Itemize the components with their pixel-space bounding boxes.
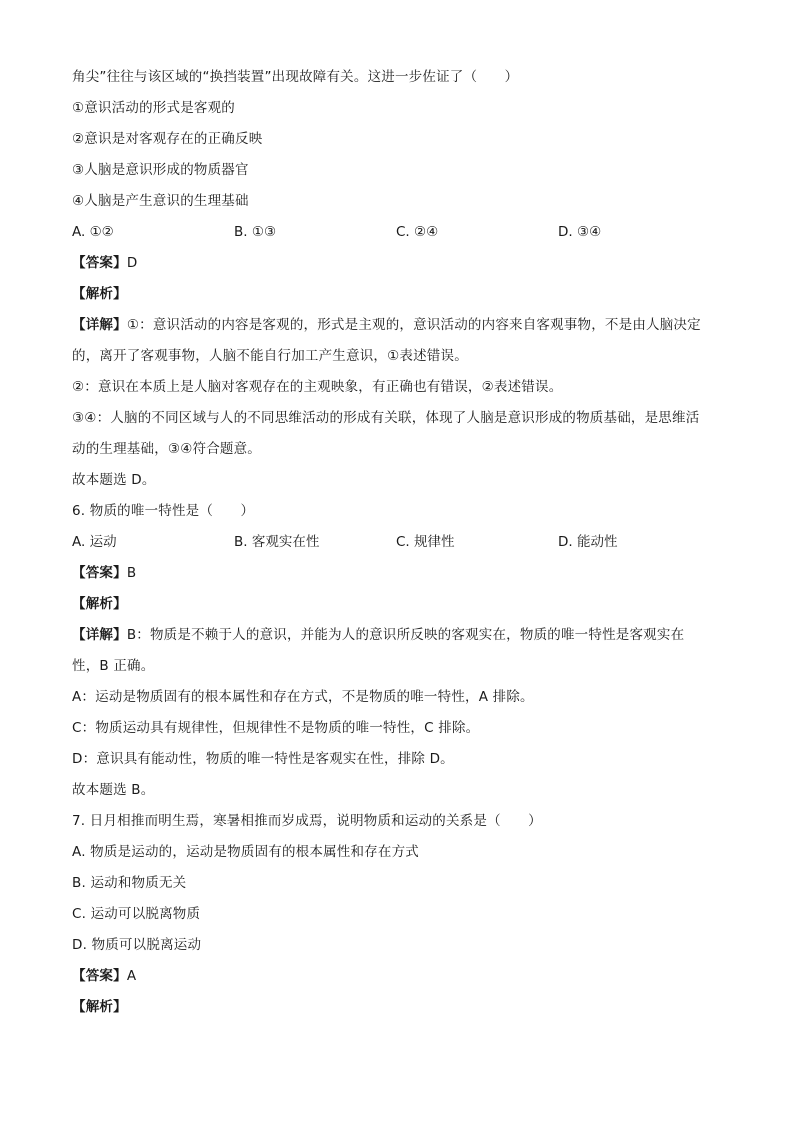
answer-label: 【答案】	[72, 968, 127, 984]
q5-item-1: ①意识活动的形式是客观的	[72, 100, 236, 116]
q5-option-b: B. ①③	[234, 224, 277, 240]
q7-analysis-label: 【解析】	[72, 999, 127, 1015]
q5-detail-line-5: 动的生理基础，③④符合题意。	[72, 441, 262, 457]
q6-answer	[72, 558, 722, 589]
q6-detail-line-1: 【详解】B：物质是不赖于人的意识，并能为人的意识所反映的客观实在，物质的唯一特性是客观实在	[72, 627, 685, 643]
q5-detail-line-1: 【详解】①：意识活动的内容是客观的，形式是主观的，意识活动的内容来自客观事物，不是由人脑决定	[72, 317, 701, 333]
q5-option-c: C. ②④	[396, 224, 439, 240]
q6-option-a: A. 运动	[72, 534, 117, 550]
q5-detail-line-3: ②：意识在本质上是人脑对客观存在的主观映象，有正确也有错误，②表述错误。	[72, 379, 563, 395]
q5-item-3: ③人脑是意识形成的物质器官	[72, 162, 249, 178]
q5-detail-line-4: ③④：人脑的不同区域与人的不同思维活动的形成有关联，体现了人脑是意识形成的物质基础，是思维活	[72, 410, 700, 426]
q5-item-2: ②意识是对客观存在的正确反映	[72, 131, 263, 147]
answer-value: D	[126, 255, 138, 271]
answer-label: 【答案】	[72, 565, 127, 581]
q7-option-d: D. 物质可以脱离运动	[72, 937, 202, 953]
q5-conclusion: 故本题选 D。	[72, 472, 156, 488]
q7-answer	[72, 961, 722, 992]
q5-options	[72, 217, 722, 248]
q6-options	[72, 527, 722, 558]
answer-value: B	[126, 565, 137, 581]
q5-detail-line-2: 的，离开了客观事物，人脑不能自行加工产生意识，①表述错误。	[72, 348, 468, 364]
q5-option-a: A. ①②	[72, 224, 114, 240]
q7-option-c: C. 运动可以脱离物质	[72, 906, 201, 922]
q5-answer	[72, 248, 722, 279]
q5-item-4: ④人脑是产生意识的生理基础	[72, 193, 249, 209]
answer-value: A	[126, 968, 137, 984]
q6-analysis-label: 【解析】	[72, 596, 127, 612]
q7-option-b: B. 运动和物质无关	[72, 875, 187, 891]
detail-label: 【详解】	[72, 627, 127, 643]
q6-option-c: C. 规律性	[396, 534, 455, 550]
q5-option-d: D. ③④	[558, 224, 602, 240]
answer-label: 【答案】	[72, 255, 127, 271]
q6-stem: 6. 物质的唯一特性是（ ）	[72, 503, 255, 519]
detail-label: 【详解】	[72, 317, 127, 333]
q6-conclusion: 故本题选 B。	[72, 782, 155, 798]
q5-stem-tail: 角尖”往往与该区域的“换挡装置”出现故障有关。这进一步佐证了（ ）	[72, 69, 519, 85]
q6-detail-line-5: D：意识具有能动性，物质的唯一特性是客观实在性，排除 D。	[72, 751, 454, 767]
q6-option-d: D. 能动性	[558, 534, 618, 550]
q7-option-a: A. 物质是运动的，运动是物质固有的根本属性和存在方式	[72, 844, 419, 860]
q6-detail-line-4: C：物质运动具有规律性，但规律性不是物质的唯一特性，C 排除。	[72, 720, 480, 736]
q7-stem: 7. 日月相推而明生焉，寒暑相推而岁成焉，说明物质和运动的关系是（ ）	[72, 813, 542, 829]
q6-option-b: B. 客观实在性	[234, 534, 320, 550]
q6-detail-line-2: 性，B 正确。	[72, 658, 155, 674]
q6-detail-line-3: A：运动是物质固有的根本属性和存在方式，不是物质的唯一特性，A 排除。	[72, 689, 534, 705]
q5-analysis-label: 【解析】	[72, 286, 127, 302]
